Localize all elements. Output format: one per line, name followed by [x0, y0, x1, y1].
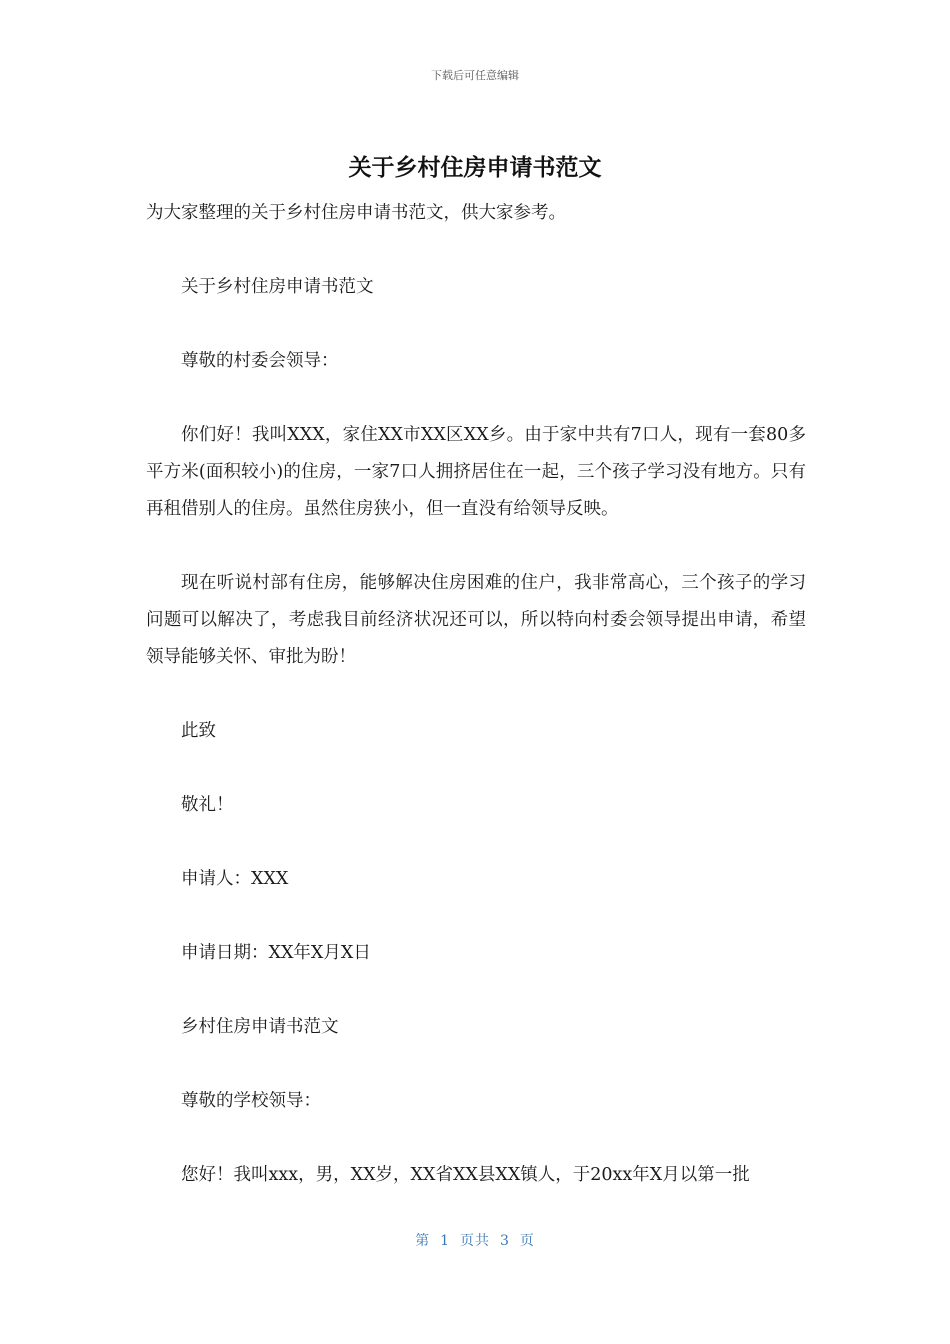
salutation: 尊敬的村委会领导：	[181, 351, 339, 371]
body-paragraph: 现在听说村部有住房，能够解决住房困难的住户，我非常高心，三个孩子的学习问题可以解决了，考虑我目前经济状况还可以，所以特向村委会领导提出申请，希望领导能够关怀、审批为盼！	[146, 573, 806, 667]
salutation: 尊敬的学校领导：	[181, 1091, 321, 1111]
footer-suffix: 页	[519, 1233, 535, 1249]
page-footer	[0, 1230, 950, 1250]
intro-paragraph: 为大家整理的关于乡村住房申请书范文，供大家参考。	[146, 203, 566, 223]
body-paragraph: 您好！我叫xxx，男，XX岁，XX省XX县XX镇人，于20xx年X月以第一批	[181, 1165, 750, 1185]
document-body	[146, 195, 806, 1194]
section-heading: 关于乡村住房申请书范文	[181, 277, 374, 297]
closing: 此致	[181, 721, 216, 741]
applicant: 申请人：XXX	[181, 869, 289, 889]
footer-total-pages: 3	[500, 1233, 510, 1249]
section-heading: 乡村住房申请书范文	[181, 1017, 339, 1037]
application-date: 申请日期：XX年X月X日	[181, 943, 371, 963]
body-paragraph: 你们好！我叫XXX，家住XX市XX区XX乡。由于家中共有7口人，现有一套80多平方米(面积较小)的住房，一家7口人拥挤居住在一起，三个孩子学习没有地方。只有再租借别人的住房。虽然住房狭小，但一直没有给领导反映。	[146, 425, 806, 519]
footer-middle: 页共	[460, 1233, 490, 1249]
page-header: 下载后可任意编辑	[431, 69, 519, 82]
footer-prefix: 第	[415, 1233, 431, 1249]
closing-regards: 敬礼！	[181, 795, 234, 815]
footer-page-number: 1	[440, 1233, 450, 1249]
document-title: 关于乡村住房申请书范文	[348, 155, 602, 181]
